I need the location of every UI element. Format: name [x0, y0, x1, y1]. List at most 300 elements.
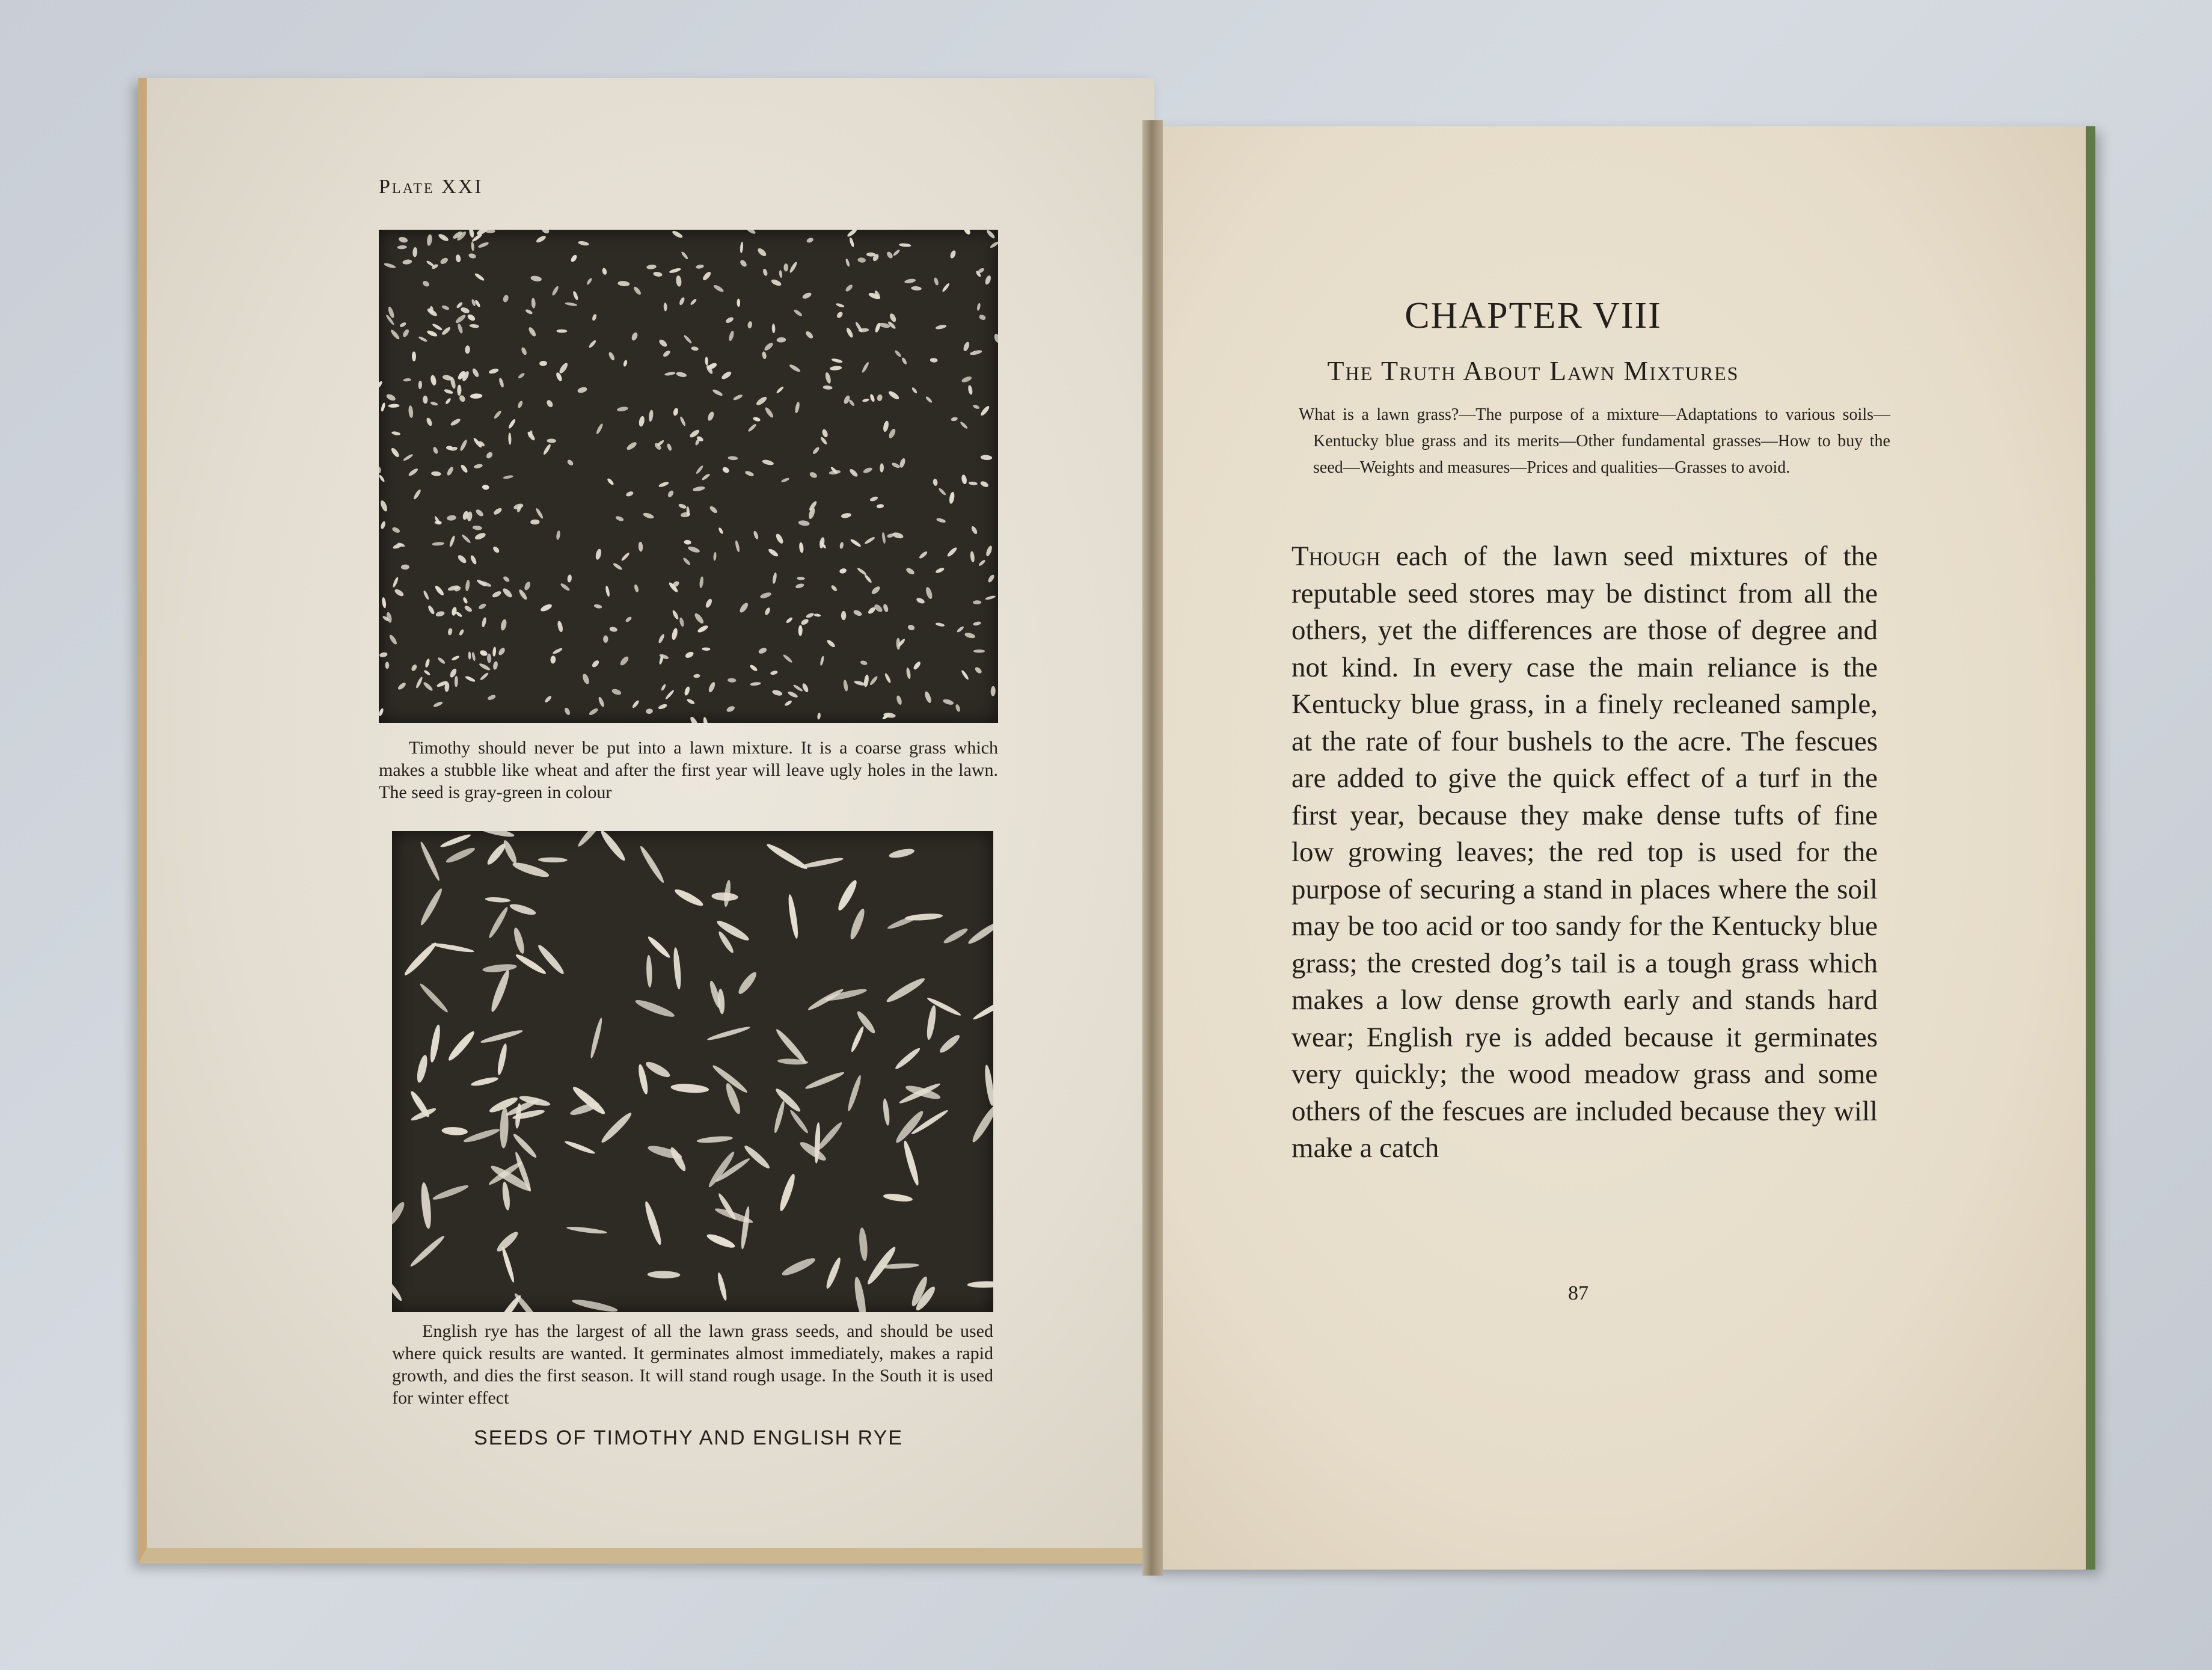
rye-seed — [743, 1143, 772, 1170]
timothy-seed — [556, 530, 560, 540]
timothy-seed — [411, 663, 418, 672]
rye-seed — [646, 935, 672, 960]
rye-seed — [736, 970, 759, 996]
rye-seed — [409, 1234, 447, 1269]
rye-seed — [514, 952, 547, 976]
timothy-seed — [634, 584, 640, 593]
timothy-seed — [468, 230, 474, 238]
timothy-seed — [970, 526, 978, 535]
rye-seed — [706, 1025, 751, 1042]
timothy-seed — [869, 393, 875, 402]
timothy-seed — [605, 585, 610, 597]
timothy-seed — [963, 341, 970, 352]
timothy-seed — [503, 474, 513, 479]
timothy-seed — [625, 441, 637, 452]
timothy-seed — [451, 607, 457, 616]
rye-seed — [564, 1140, 596, 1156]
rye-seed — [496, 1043, 509, 1076]
timothy-seed — [961, 474, 967, 485]
timothy-seed — [990, 686, 996, 696]
rye-seed — [888, 847, 915, 860]
timothy-seed — [836, 302, 845, 308]
timothy-seed — [617, 406, 629, 412]
timothy-seed — [460, 464, 469, 474]
timothy-seed — [664, 371, 676, 376]
timothy-seed — [671, 628, 679, 641]
timothy-seed — [390, 328, 400, 340]
rye-seed — [489, 969, 512, 1013]
timothy-seed — [693, 486, 706, 492]
rye-seed — [705, 1232, 736, 1250]
timothy-seed — [820, 436, 828, 445]
timothy-seed — [788, 363, 801, 373]
rye-seed — [495, 1229, 520, 1254]
timothy-seed — [402, 328, 410, 338]
rye-seed — [648, 1271, 681, 1279]
timothy-seed — [555, 372, 563, 382]
rye-seed — [850, 1025, 865, 1053]
timothy-seed — [440, 257, 449, 266]
timothy-seed — [747, 423, 757, 432]
timothy-seed — [397, 681, 407, 691]
book-spine-gutter — [1142, 120, 1163, 1576]
timothy-seed — [518, 588, 528, 601]
timothy-seed — [728, 456, 738, 461]
timothy-seed — [560, 582, 571, 592]
english-rye-seeds-photo — [392, 831, 993, 1312]
timothy-seed — [883, 420, 890, 432]
timothy-seed — [728, 678, 737, 683]
timothy-seed — [527, 326, 537, 337]
timothy-seed — [979, 405, 990, 417]
rye-seed — [966, 920, 993, 947]
timothy-seed — [521, 346, 528, 355]
timothy-seed — [804, 330, 814, 340]
timothy-seed — [456, 554, 467, 565]
timothy-seed — [839, 568, 847, 574]
rye-seed — [824, 1256, 843, 1290]
timothy-seed — [925, 396, 933, 404]
timothy-seed — [426, 417, 434, 426]
timothy-seed — [556, 329, 567, 333]
timothy-seed — [455, 676, 458, 687]
timothy-seed — [684, 651, 694, 659]
timothy-seed — [479, 672, 489, 681]
timothy-seed — [801, 683, 810, 693]
timothy-seed — [744, 470, 755, 477]
timothy-seed — [430, 375, 437, 386]
timothy-seed — [593, 604, 602, 609]
rye-seed — [774, 1087, 803, 1114]
timothy-seed — [551, 285, 560, 296]
timothy-seed — [911, 286, 922, 290]
rye-seed — [415, 1054, 429, 1084]
timothy-seed — [381, 402, 386, 412]
timothy-seed — [446, 466, 455, 476]
rye-seed — [836, 878, 860, 912]
timothy-seed — [535, 235, 547, 244]
timothy-seed — [961, 375, 972, 383]
timothy-seed — [684, 539, 691, 545]
rye-seed — [777, 1173, 797, 1212]
timothy-seed — [880, 463, 884, 472]
timothy-seed — [601, 268, 607, 275]
rye-seed — [716, 1272, 728, 1301]
timothy-seed — [458, 628, 464, 636]
timothy-seed — [869, 675, 878, 686]
timothy-seed — [697, 624, 709, 634]
timothy-seed — [660, 684, 666, 692]
timothy-seed — [391, 526, 401, 534]
timothy-seed — [673, 408, 679, 416]
timothy-seed — [397, 245, 407, 250]
timothy-seed — [423, 396, 428, 404]
timothy-seed — [385, 393, 396, 402]
timothy-seed — [979, 480, 989, 488]
timothy-seed — [942, 698, 954, 706]
timothy-seed — [798, 542, 804, 553]
timothy-seed — [712, 388, 723, 397]
timothy-seed — [667, 490, 675, 498]
timothy-seed — [884, 672, 892, 683]
timothy-seed — [471, 652, 476, 662]
timothy-seed — [493, 410, 502, 419]
timothy-seed — [690, 298, 697, 306]
timothy-seed — [475, 508, 485, 517]
timothy-seed — [550, 655, 556, 664]
english-rye-caption: English rye has the largest of all the lawn grass seeds, and should be used where quick results are wanted. It germinates almost immediately, makes a rapid growth, and dies the first season. It will stand rough usage. In the South it is used for winter effect — [392, 1321, 993, 1408]
rye-seed — [886, 913, 921, 931]
rye-seed — [418, 887, 444, 927]
timothy-seed — [539, 603, 553, 612]
timothy-seed — [942, 283, 951, 293]
timothy-seed — [732, 394, 743, 401]
timothy-seed — [820, 655, 824, 666]
timothy-seed — [753, 416, 761, 422]
timothy-seed — [385, 662, 389, 669]
timothy-seed — [774, 533, 784, 545]
timothy-seed — [547, 438, 557, 443]
timothy-seed — [905, 668, 911, 680]
rye-seed — [846, 1074, 863, 1112]
rye-seed — [511, 860, 550, 880]
timothy-seed — [658, 338, 668, 348]
timothy-seed — [462, 597, 468, 604]
timothy-seed — [572, 290, 579, 301]
timothy-seed — [798, 520, 810, 526]
timothy-seed — [936, 517, 946, 523]
timothy-seed — [955, 704, 961, 712]
rye-seed — [566, 1226, 607, 1235]
timothy-seed — [713, 552, 717, 561]
timothy-seed — [782, 654, 793, 664]
rye-seed — [925, 1005, 937, 1040]
timothy-seed — [703, 717, 709, 723]
rye-seed — [599, 831, 628, 863]
timothy-seed — [967, 385, 973, 395]
timothy-seed — [812, 446, 820, 455]
timothy-seed — [455, 254, 461, 263]
timothy-seed — [612, 562, 623, 571]
timothy-seed — [577, 386, 588, 394]
timothy-seed — [643, 512, 655, 520]
timothy-seed — [776, 337, 786, 342]
timothy-seed — [563, 707, 571, 716]
timothy-seed — [772, 324, 776, 333]
timothy-seed — [969, 481, 978, 485]
timothy-seed — [821, 428, 829, 438]
timothy-seed — [502, 294, 509, 302]
timothy-seed — [863, 674, 869, 687]
rye-seed — [482, 963, 517, 974]
timothy-seed — [465, 345, 470, 354]
timothy-seed — [558, 361, 569, 375]
timothy-seed — [588, 707, 599, 716]
timothy-seed — [539, 361, 547, 366]
timothy-seed — [823, 385, 833, 390]
rye-seed — [646, 955, 652, 987]
timothy-seed — [973, 621, 981, 626]
timothy-seed — [946, 546, 958, 557]
timothy-seed — [669, 267, 681, 274]
timothy-seed — [485, 451, 494, 460]
timothy-seed — [836, 311, 844, 319]
timothy-seed — [472, 525, 482, 530]
timothy-seed — [899, 243, 911, 248]
timothy-seed — [841, 611, 846, 620]
timothy-seed — [379, 652, 388, 658]
timothy-seed — [666, 443, 672, 451]
rye-seed — [788, 1109, 809, 1135]
rye-seed — [672, 947, 682, 990]
rye-seed — [501, 839, 519, 865]
timothy-seed — [491, 590, 502, 598]
timothy-seed — [484, 230, 495, 233]
rye-seed — [418, 841, 441, 882]
timothy-seed — [725, 316, 735, 324]
timothy-seed — [648, 410, 654, 422]
timothy-seed — [412, 488, 421, 500]
timothy-seed — [705, 598, 713, 609]
timothy-seed — [658, 633, 666, 644]
rye-seed — [765, 841, 809, 871]
timothy-seed — [718, 527, 724, 535]
timothy-seed — [423, 590, 430, 600]
timothy-seed — [759, 591, 772, 599]
timothy-seed — [699, 576, 704, 588]
rye-seed — [480, 1028, 523, 1045]
timothy-seed — [687, 545, 700, 554]
timothy-seed — [390, 447, 400, 458]
timothy-seed — [500, 619, 507, 631]
timothy-seed — [653, 271, 663, 277]
timothy-seed — [598, 696, 605, 708]
timothy-seed — [451, 655, 460, 662]
timothy-seed — [916, 597, 925, 604]
timothy-seed — [478, 603, 487, 610]
timothy-seed — [806, 237, 813, 244]
timothy-seed — [611, 688, 622, 696]
timothy-seed — [863, 467, 873, 474]
rye-seed — [476, 831, 515, 839]
timothy-seed — [889, 313, 898, 323]
timothy-seed — [518, 372, 525, 379]
timothy-seed — [461, 533, 472, 544]
rye-seed — [576, 831, 605, 849]
rye-seed — [392, 1200, 407, 1227]
timothy-seed — [379, 500, 388, 512]
timothy-seed — [726, 705, 735, 713]
timothy-seed — [933, 479, 938, 487]
timothy-seed — [607, 477, 615, 486]
timothy-seed — [845, 258, 850, 267]
timothy-seed — [809, 471, 818, 479]
timothy-seed — [826, 639, 836, 648]
timothy-seed — [848, 468, 859, 478]
timothy-seed — [974, 666, 983, 675]
timothy-seed — [696, 264, 704, 269]
timothy-seed — [586, 277, 593, 285]
timothy-seed — [797, 577, 805, 580]
timothy-seed — [391, 431, 401, 436]
rye-seed — [970, 1104, 993, 1144]
timothy-seed — [960, 669, 969, 680]
timothy-seed — [535, 508, 544, 520]
timothy-seed — [869, 496, 878, 502]
timothy-seed — [709, 505, 718, 514]
timothy-seed — [901, 357, 907, 365]
timothy-seed — [758, 646, 767, 654]
timothy-seed — [800, 618, 810, 626]
rye-seed — [512, 927, 527, 955]
chapter-body-text — [1291, 538, 1878, 1167]
timothy-seed — [488, 367, 499, 375]
timothy-seed — [795, 583, 804, 589]
timothy-seed — [508, 432, 512, 444]
timothy-seed — [434, 585, 446, 597]
timothy-seed — [904, 278, 916, 284]
rye-seed — [740, 1206, 751, 1250]
timothy-seed — [492, 507, 503, 516]
timothy-seed — [912, 660, 921, 671]
timothy-seed — [963, 230, 972, 236]
timothy-seed — [701, 473, 711, 481]
timothy-seed — [423, 681, 434, 692]
timothy-seed — [745, 230, 757, 235]
body-paragraph: each of the lawn seed mixtures of the reputable seed stores may be distinct from all the others, yet the differences are those of degree and not kind. In every case the main reliance is the Kentucky blue grass, in a finely recleaned sample, at the rate of four bushels to the acre. The fescues are added to give the quick effect of a turf in the first year, because they make dense tufts of fine low growing leaves; the red top is used for the purpose of securing a stand in places where the soil may be too acid or too sandy for the Kentucky blue grass; the crested dog’s tail is a tough grass which makes a low dense growth early and stands hard wear; English rye is added because it germinates very quickly; the wood meadow grass and some others of the fescues are included because they will make a catch — [1291, 541, 1878, 1164]
timothy-seed — [681, 251, 689, 260]
timothy-seed — [392, 577, 399, 588]
rye-seed — [670, 1082, 709, 1094]
timothy-seed — [487, 694, 497, 701]
timothy-seed — [978, 314, 987, 321]
timothy-seed — [679, 416, 687, 427]
timothy-seed — [471, 367, 480, 378]
timothy-seed — [615, 515, 625, 522]
timothy-seed — [762, 459, 774, 466]
timothy-seed — [737, 299, 740, 307]
timothy-seed — [705, 357, 708, 365]
rye-seed — [804, 1070, 845, 1091]
timothy-seed — [592, 313, 598, 321]
timothy-seed — [841, 512, 851, 519]
timothy-seed — [447, 628, 453, 636]
timothy-seed — [887, 428, 896, 439]
timothy-seed — [817, 713, 821, 720]
timothy-seed — [432, 542, 444, 546]
timothy-seed — [693, 674, 700, 678]
timothy-seed — [887, 390, 900, 401]
rye-seed — [599, 1110, 634, 1145]
timothy-seed — [625, 616, 633, 623]
timothy-seed — [853, 609, 863, 617]
timothy-seed — [663, 302, 667, 311]
timothy-seed — [459, 439, 468, 452]
timothy-seed — [985, 595, 996, 600]
timothy-seed — [976, 302, 981, 311]
timothy-seed — [792, 684, 803, 692]
timothy-seed — [862, 398, 870, 402]
timothy-seed — [738, 601, 750, 614]
timothy-seed — [460, 306, 470, 314]
timothy-seed — [750, 681, 761, 686]
timothy-seed — [918, 550, 928, 559]
timothy-seed — [756, 247, 768, 257]
timothy-seed — [603, 636, 608, 643]
timothy-seed — [831, 358, 843, 364]
timothy-seed — [408, 405, 414, 418]
timothy-seed — [468, 253, 476, 259]
timothy-seed — [972, 404, 980, 410]
timothy-seed — [566, 459, 574, 467]
timothy-seed — [662, 349, 671, 358]
timothy-seed — [883, 603, 889, 612]
timothy-seed — [421, 280, 430, 287]
timothy-seed — [619, 655, 630, 666]
timothy-seed — [457, 385, 462, 396]
timothy-seed — [949, 250, 957, 259]
timothy-seed — [617, 280, 630, 286]
timothy-seed — [676, 275, 682, 287]
timothy-seed — [960, 421, 969, 429]
timothy-seed — [403, 378, 411, 382]
timothy-seed — [938, 487, 947, 496]
timothy-seed — [638, 542, 643, 552]
timothy-seed — [907, 624, 915, 631]
timothy-seed — [469, 324, 479, 328]
timothy-seed — [388, 634, 398, 645]
timothy-seed — [763, 342, 774, 352]
timothy-seed — [432, 446, 439, 455]
timothy-seed — [969, 349, 982, 356]
timothy-seed — [464, 604, 473, 613]
rye-seed — [942, 926, 969, 945]
rye-seed — [644, 1059, 672, 1079]
rye-seed — [470, 1076, 499, 1088]
body-lead-word: Though — [1291, 541, 1380, 572]
rye-seed — [441, 1126, 468, 1136]
timothy-seed — [658, 481, 670, 488]
timothy-seed — [530, 519, 540, 524]
timothy-seed — [492, 545, 500, 554]
timothy-seed — [403, 453, 414, 462]
timothy-seed — [676, 371, 687, 378]
timothy-seed — [567, 574, 572, 583]
timothy-seed — [830, 366, 842, 371]
timothy-seed — [876, 504, 884, 509]
timothy-seed — [924, 690, 933, 704]
timothy-seed — [770, 278, 782, 287]
